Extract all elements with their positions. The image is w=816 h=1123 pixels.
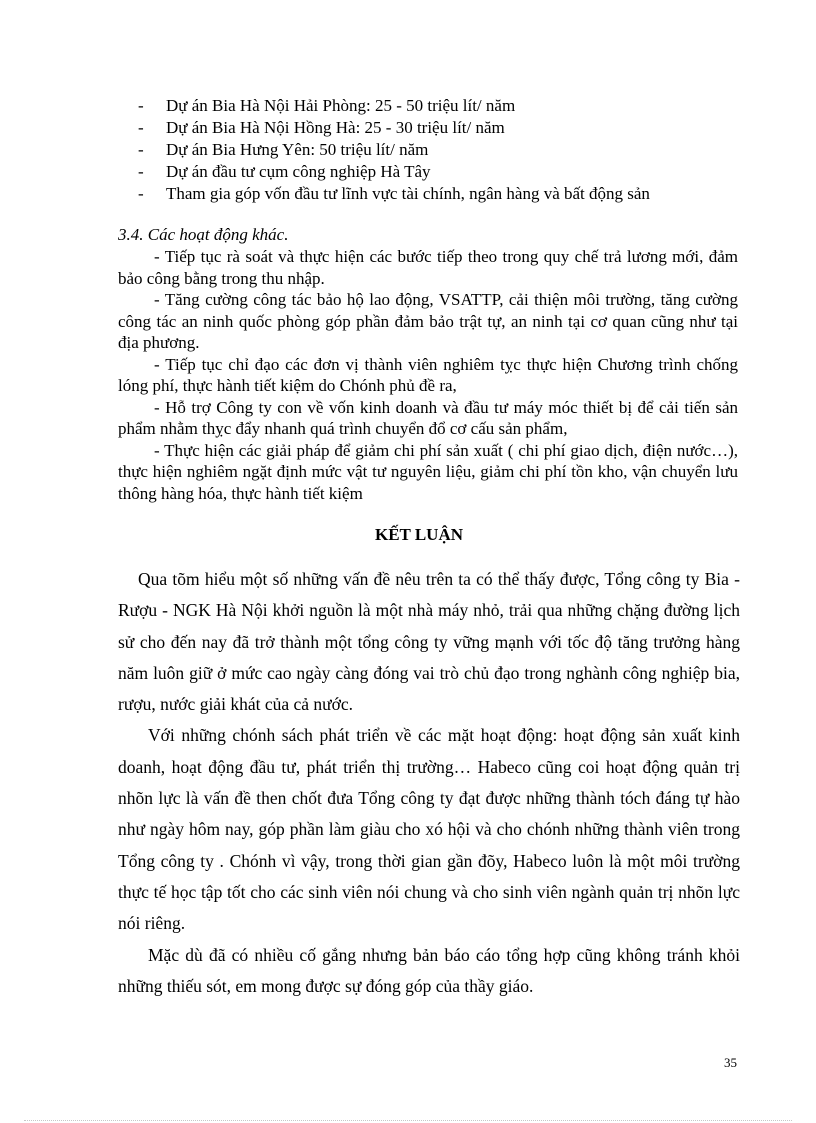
bullet-marker: - xyxy=(138,184,144,203)
bullet-text: Dự án Bia Hưng Yên: 50 triệu lít/ năm xyxy=(166,140,429,159)
conclusion-body xyxy=(118,564,740,1002)
activity-paragraph: - Hỗ trợ Công ty con về vốn kinh doanh và đầu tư máy móc thiết bị để cải tiến sản phẩm nhằm thỵc đẩy nhanh quá trình chuyển đổ cơ cấu sản phẩm, xyxy=(118,397,738,438)
conclusion-paragraph: Với những chónh sách phát triển về các mặt hoạt động: hoạt động sản xuất kinh doanh, hoạt động đầu tư, phát triển thị trường… Habeco cũng coi hoạt động quản trị nhõn lực là vấn đề then chốt đưa Tổng công ty đạt được những thành tóch đáng tự hào như ngày hôm nay, góp phần làm giàu cho xó hội và cho chónh những thành viên trong Tổng công ty . Chónh vì vậy, trong thời gian gần đõy, Habeco luôn là một môi trường thực tế học tập tốt cho các sinh viên nói chung và cho sinh viên ngành quản trị nhõn lực nói riêng. xyxy=(118,725,740,934)
list-item xyxy=(138,95,758,117)
bullet-text: Tham gia góp vốn đầu tư lĩnh vực tài chính, ngân hàng và bất động sản xyxy=(166,184,650,203)
project-bullet-list xyxy=(138,95,758,205)
bullet-text: Dự án Bia Hà Nội Hải Phòng: 25 - 50 triệu lít/ năm xyxy=(166,96,516,115)
bullet-text: Dự án đầu tư cụm công nghiệp Hà Tây xyxy=(166,162,431,181)
page-number: 35 xyxy=(724,1055,737,1070)
activity-paragraph: - Tiếp tục rà soát và thực hiện các bước tiếp theo trong quy chế trả lương mới, đảm bảo công bằng trong thu nhập. xyxy=(118,247,738,288)
bullet-marker: - xyxy=(138,118,144,137)
section-heading: 3.4. Các hoạt động khác. xyxy=(118,225,289,244)
other-activities-list xyxy=(118,246,738,504)
page-bottom-divider xyxy=(24,1120,792,1121)
conclusion-title: KẾT LUẬN xyxy=(374,525,463,544)
bullet-marker: - xyxy=(138,96,144,115)
bullet-marker: - xyxy=(138,140,144,159)
bullet-text: Dự án Bia Hà Nội Hồng Hà: 25 - 30 triệu lít/ năm xyxy=(166,118,505,137)
activity-paragraph: - Tiếp tục chỉ đạo các đơn vị thành viên nghiêm tỵc thực hiện Chương trình chống lóng phí, thực hành tiết kiệm do Chónh phủ đề ra, xyxy=(118,354,738,395)
list-item xyxy=(138,117,758,139)
activity-paragraph: - Thực hiện các giải pháp để giảm chi phí sản xuất ( chi phí giao dịch, điện nước…), thực hiện nghiêm ngặt định mức vật tư nguyên liệu, giảm chi phí tồn kho, vận chuyển lưu thông hàng hóa, thực hành tiết kiệm xyxy=(118,440,738,503)
bullet-marker: - xyxy=(138,162,144,181)
activity-paragraph: - Tăng cường công tác bảo hộ lao động, VSATTP, cải thiện môi trường, tăng cường công tác an ninh quốc phòng góp phần đảm bảo trật tự, an ninh tại cơ quan cũng như tại địa phương. xyxy=(118,290,738,352)
list-item xyxy=(138,183,758,205)
conclusion-paragraph: Qua tõm hiểu một số những vấn đề nêu trên ta có thể thấy được, Tổng công ty Bia - Rượu - NGK Hà Nội khởi nguồn là một nhà máy nhỏ, trải qua những chặng đường lịch sử cho đến nay đã trở thành một tổng công ty vững mạnh với tốc độ tăng trưởng hàng năm luôn giữ ở mức cao ngày càng đóng vai trò chủ đạo trong nghành công nghiệp bia, rượu, nước giải khát của cả nước. xyxy=(118,569,740,715)
list-item xyxy=(138,161,758,183)
conclusion-paragraph: Mặc dù đã có nhiều cố gắng nhưng bản báo cáo tổng hợp cũng không tránh khỏi những thiếu sót, em mong được sự đóng góp của thầy giáo. xyxy=(118,944,740,996)
list-item xyxy=(138,139,758,161)
